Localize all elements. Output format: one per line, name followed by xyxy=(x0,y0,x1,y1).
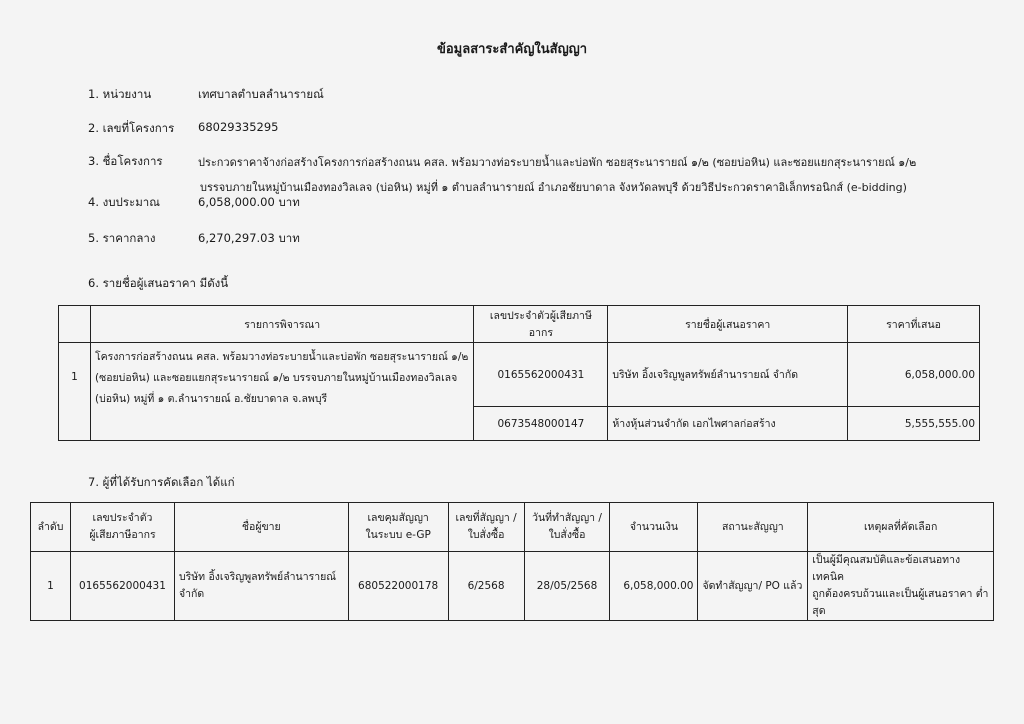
bidder-tax-id: 0165562000431 xyxy=(474,343,608,407)
field-value: 68029335295 xyxy=(198,120,279,134)
bidder-name: ห้างหุ้นส่วนจำกัด เอกไพศาลก่อสร้าง xyxy=(608,407,848,441)
table-header-cell: เลขคุมสัญญา ในระบบ e-GP xyxy=(348,503,448,552)
contract-status: จัดทำสัญญา/ PO แล้ว xyxy=(698,552,808,621)
bidders-table xyxy=(58,305,980,441)
bidder-tax-id: 0673548000147 xyxy=(474,407,608,441)
field-label: 4. งบประมาณ xyxy=(88,195,160,209)
egp-control-number: 680522000178 xyxy=(348,552,448,621)
field-value: 6,058,000.00 บาท xyxy=(198,195,300,209)
item-line: (ซอยบ่อหิน) และซอยแยกสุระนารายณ์ ๑/๒ บรรจบภายในหมู่บ้านเมืองทองวิลเลจ xyxy=(94,372,458,384)
table-header-cell xyxy=(59,306,91,343)
field-value: เทศบาลตำบลลำนารายณ์ xyxy=(198,87,324,101)
table-header-cell: เหตุผลที่คัดเลือก xyxy=(808,503,994,552)
row-number: 1 xyxy=(31,552,71,621)
field-label: 1. หน่วยงาน xyxy=(88,87,152,101)
table-header-cell: เลขประจำตัว ผู้เสียภาษีอากร xyxy=(70,503,174,552)
consideration-item xyxy=(90,343,473,441)
contract-number: 6/2568 xyxy=(448,552,524,621)
selection-reason: เป็นผู้มีคุณสมบัติและข้อเสนอทางเทคนิค ถูกต้องครบถ้วนและเป็นผู้เสนอราคา ต่ำ สุด xyxy=(808,552,994,621)
table-header-cell: รายการพิจารณา xyxy=(90,306,473,343)
table-header-cell: วันที่ทำสัญญา / ใบสั่งซื้อ xyxy=(524,503,610,552)
bidder-name: บริษัท อิ้งเจริญพูลทรัพย์ลำนารายณ์ จำกัด xyxy=(608,343,848,407)
table-row xyxy=(31,552,994,621)
table-header-cell: เลขประจำตัวผู้เสียภาษีอากร xyxy=(474,306,608,343)
item-line: (บ่อหิน) หมู่ที่ ๑ ต.ลำนารายณ์ อ.ชัยบาดาล จ.ลพบุรี xyxy=(94,393,328,405)
table-header-cell: สถานะสัญญา xyxy=(698,503,808,552)
field-label: 2. เลขที่โครงการ xyxy=(88,121,175,135)
document-title: ข้อมูลสาระสำคัญในสัญญา xyxy=(436,42,588,57)
bidder-price: 6,058,000.00 xyxy=(848,343,980,407)
field-label: 5. ราคากลาง xyxy=(88,231,156,245)
table-header-row xyxy=(59,306,980,343)
item-line: โครงการก่อสร้างถนน คสล. พร้อมวางท่อระบายน้ำและบ่อพัก ซอยสุระนารายณ์ ๑/๒ xyxy=(94,351,469,363)
table-header-row xyxy=(31,503,994,552)
table-header-cell: ชื่อผู้ขาย xyxy=(174,503,348,552)
table-header-cell: จำนวนเงิน xyxy=(610,503,698,552)
field-label: 3. ชื่อโครงการ xyxy=(88,154,163,168)
contract-amount: 6,058,000.00 xyxy=(610,552,698,621)
table-header-cell: ราคาที่เสนอ xyxy=(848,306,980,343)
vendor-tax-id: 0165562000431 xyxy=(70,552,174,621)
vendor-name: บริษัท อิ้งเจริญพูลทรัพย์ลำนารายณ์ จำกัด xyxy=(174,552,348,621)
section-6-title: 6. รายชื่อผู้เสนอราคา มีดังนี้ xyxy=(88,276,229,290)
table-header-cell: รายชื่อผู้เสนอราคา xyxy=(608,306,848,343)
table-row xyxy=(59,343,980,407)
table-header-cell: เลขที่สัญญา / ใบสั่งซื้อ xyxy=(448,503,524,552)
contract-date: 28/05/2568 xyxy=(524,552,610,621)
table-header-cell: ลำดับ xyxy=(31,503,71,552)
selected-vendor-table xyxy=(30,502,994,621)
row-number: 1 xyxy=(59,343,91,441)
bidder-price: 5,555,555.00 xyxy=(848,407,980,441)
section-7-title: 7. ผู้ที่ได้รับการคัดเลือก ได้แก่ xyxy=(88,475,235,489)
field-value: ประกวดราคาจ้างก่อสร้างโครงการก่อสร้างถนน คสล. พร้อมวางท่อระบายน้ำและบ่อพัก ซอยสุระนารายณ์ ๑/๒ (ซอยบ่อหิน) และซอยแยกสุระนารายณ์ ๑/๒ xyxy=(198,156,917,169)
project-name-continued: บรรจบภายในหมู่บ้านเมืองทองวิลเลจ (บ่อหิน) หมู่ที่ ๑ ตำบลลำนารายณ์ อำเภอชัยบาดาล จังหวัดลพบุรี ด้วยวิธีประกวดราคาอิเล็กทรอนิกส์ (e-bidding) xyxy=(200,181,907,194)
field-value: 6,270,297.03 บาท xyxy=(198,231,300,245)
